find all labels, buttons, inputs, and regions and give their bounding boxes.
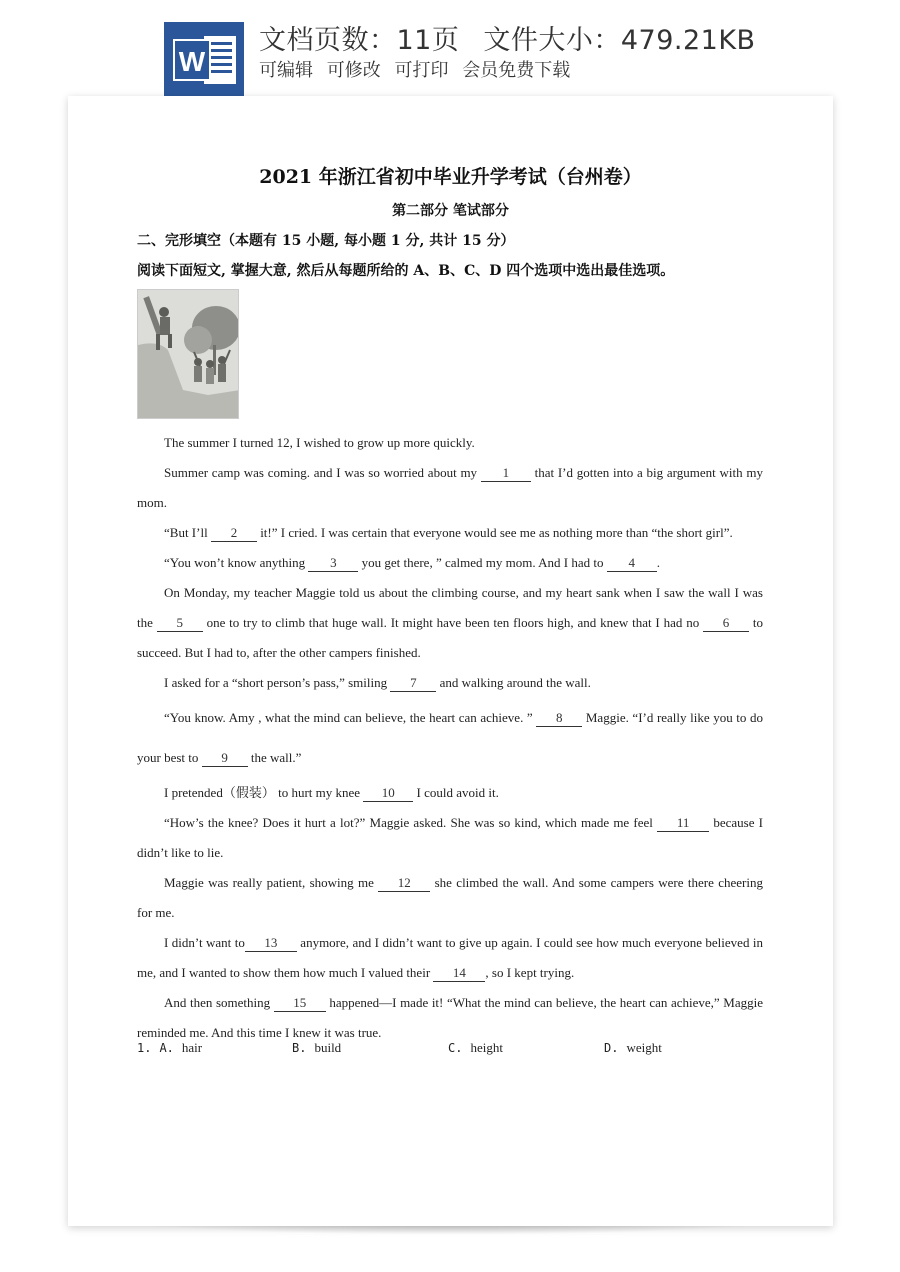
passage-paragraph-3: “But I’ll 2 it!” I cried. I was certain that everyone would see me as nothing more than “the short girl”. (164, 525, 733, 540)
feature-printable: 可打印 (394, 60, 449, 81)
passage-paragraph-2: Summer camp was coming. and I was so worried about my 1 that I’d gotten into a big argument with my mom. (137, 465, 763, 510)
option-c[interactable]: C. height (448, 1040, 503, 1055)
blank-3: 3 (308, 555, 358, 572)
climbing-wall-image (138, 290, 239, 419)
passage-paragraph-7: “You know. Amy , what the mind can believe, the heart can achieve. ” 8 Maggie. “I’d really like you to do your best to 9 the wall.” (137, 710, 764, 765)
option-a[interactable]: 1. A. hair (137, 1040, 203, 1055)
blank-12: 12 (378, 875, 430, 892)
section-heading: 二、完形填空（本题有 15 小题, 每小题 1 分, 共计 15 分） (137, 233, 515, 249)
blank-14: 14 (433, 965, 485, 982)
instructions: 阅读下面短文, 掌握大意, 然后从每题所给的 A、B、C、D 四个选项中选出最佳选项。 (137, 263, 675, 279)
blank-4: 4 (607, 555, 657, 572)
passage-paragraph-9: “How’s the knee? Does it hurt a lot?” Maggie asked. She was so kind, which made me feel 11 because I didn’t like to lie. (137, 815, 763, 860)
feature-modifiable: 可修改 (326, 60, 381, 81)
feature-member-download[interactable]: 会员免费下载 (462, 60, 571, 81)
blank-2: 2 (211, 525, 257, 542)
passage-paragraph-6: I asked for a “short person’s pass,” smiling 7 and walking around the wall. (164, 675, 591, 690)
exam-subtitle: 第二部分 笔试部分 (392, 203, 509, 219)
climbing-illustration (137, 289, 239, 419)
document-page (68, 96, 833, 1226)
option-b[interactable]: B. build (292, 1040, 342, 1055)
passage-paragraph-10: Maggie was really patient, showing me 12 she climbed the wall. And some campers were there cheering for me. (137, 875, 763, 920)
question-1-options (137, 1040, 763, 1060)
option-d[interactable]: D. weight (604, 1040, 662, 1055)
blank-10: 10 (363, 785, 413, 802)
blank-1: 1 (481, 465, 531, 482)
file-info (259, 18, 756, 57)
blank-13: 13 (245, 935, 297, 952)
question-number: 1. (137, 1041, 152, 1055)
file-size: 文件大小：479.21KB (483, 25, 756, 56)
page-count: 文档页数：11页 (259, 25, 460, 56)
passage-paragraph-1: The summer I turned 12, I wished to grow up more quickly. (164, 435, 475, 450)
download-banner (0, 0, 900, 100)
passage-paragraph-12: And then something 15 happened—I made it! “What the mind can believe, the heart can achieve,” Maggie reminded me. And this time I knew it was true. (137, 995, 763, 1040)
word-icon-letter: W (178, 46, 206, 77)
blank-9: 9 (202, 750, 248, 767)
blank-15: 15 (274, 995, 326, 1012)
cloze-passage (137, 428, 763, 1048)
passage-paragraph-5: On Monday, my teacher Maggie told us about the climbing course, and my heart sank when I saw the wall I was the 5 one to try to climb that huge wall. It might have been ten floors high, and knew that I had no 6 to succeed. But I had to, after the other campers finished. (137, 585, 763, 660)
exam-title: 2021 年浙江省初中毕业升学考试（台州卷） (259, 166, 642, 188)
feature-list (259, 56, 578, 82)
word-document-icon (164, 22, 244, 96)
blank-7: 7 (390, 675, 436, 692)
passage-paragraph-11: I didn’t want to 13 anymore, and I didn’t want to give up again. I could see how much everyone believed in me, and I wanted to show them how much I valued their 14 , so I kept trying. (137, 935, 764, 980)
passage-paragraph-8: I pretended（假装） to hurt my knee 10 I could avoid it. (164, 785, 499, 800)
passage-paragraph-4: “You won’t know anything 3 you get there, ” calmed my mom. And I had to 4 . (164, 555, 660, 570)
feature-editable: 可编辑 (259, 60, 313, 81)
blank-5: 5 (157, 615, 203, 632)
blank-8: 8 (536, 710, 582, 727)
blank-11: 11 (657, 815, 709, 832)
blank-6: 6 (703, 615, 749, 632)
